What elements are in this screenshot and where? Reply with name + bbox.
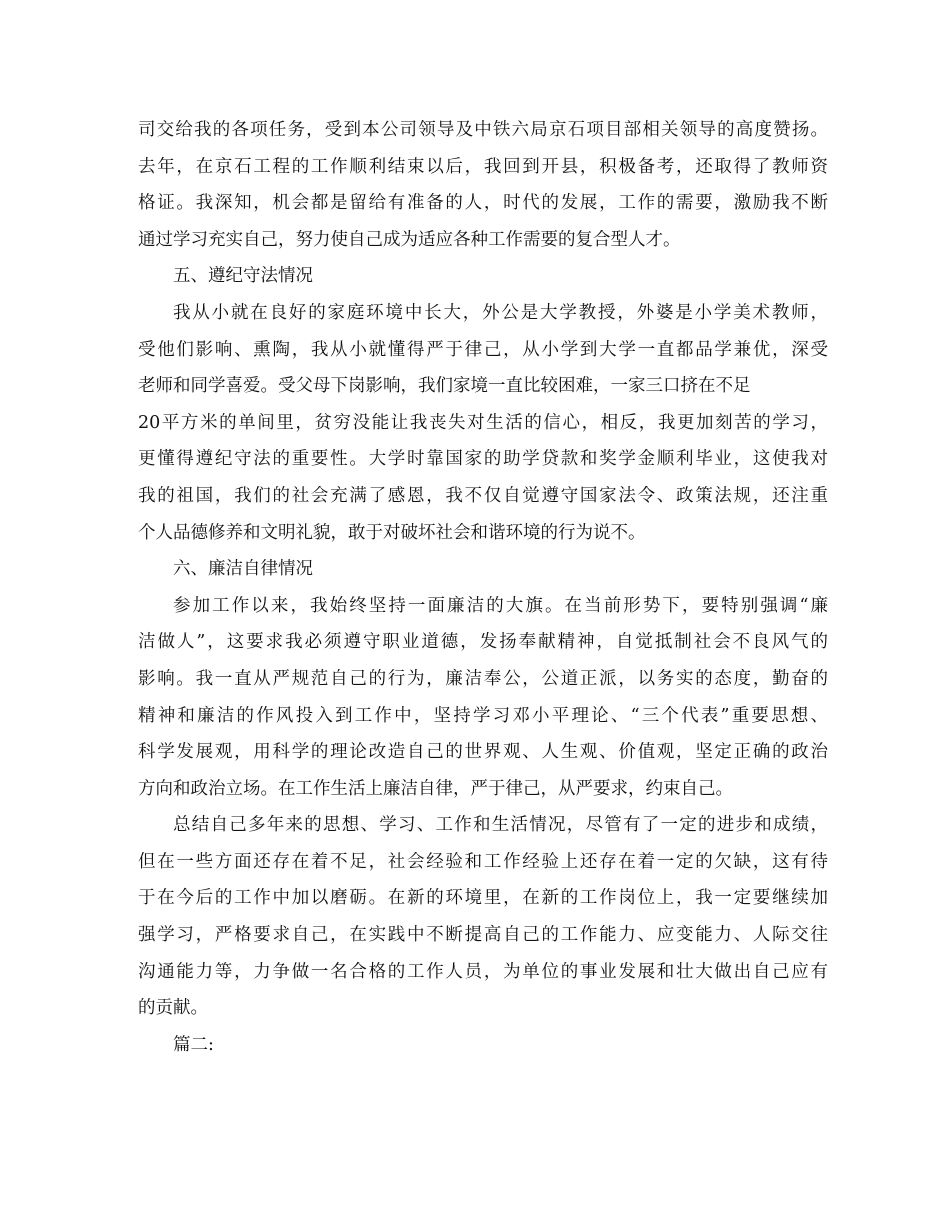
text-line: 我的祖国，我们的社会充满了感恩，我不仅自觉遵守国家法令、政策法规，还注重 (138, 485, 828, 506)
text-line: 但在一些方面还存在着不足，社会经验和工作经验上还存在着一定的欠缺，这有待 (138, 851, 828, 872)
text-line: 洁做人”，这要求我必须遵守职业道德，发扬奉献精神，自觉抵制社会不良风气的 (138, 632, 828, 653)
text-line: 参加工作以来，我始终坚持一面廉洁的大旗。在当前形势下，要特别强调“廉 (173, 595, 828, 616)
text-line: 受他们影响、熏陶，我从小就懂得严于律己，从小学到大学一直都品学兼优，深受 (138, 339, 828, 360)
document-body (138, 112, 828, 1063)
text-line: 篇二: (173, 1034, 214, 1055)
text-line: 精神和廉洁的作风投入到工作中，坚持学习邓小平理论、“三个代表”重要思想、 (138, 705, 828, 726)
text-line: 我从小就在良好的家庭环境中长大，外公是大学教授，外婆是小学美术教师， (173, 302, 828, 323)
text-line: 老师和同学喜爱。受父母下岗影响，我们家境一直比较困难，一家三口挤在不足 (138, 376, 751, 397)
text-line: 去年，在京石工程的工作顺利结束以后，我回到开县，积极备考，还取得了教师资 (138, 156, 828, 177)
text-line: 总结自己多年来的思想、学习、工作和生活情况，尽管有了一定的进步和成绩， (173, 815, 828, 836)
text-line: 的贡献。 (138, 998, 208, 1019)
text-line: 更懂得遵纪守法的重要性。大学时靠国家的助学贷款和奖学金顺利毕业，这使我对 (138, 449, 828, 470)
text-line: 影响。我一直从严规范自己的行为，廉洁奉公，公道正派，以务实的态度，勤奋的 (138, 668, 828, 689)
text-line: 科学发展观，用科学的理论改造自己的世界观、人生观、价值观，坚定正确的政治 (138, 742, 828, 763)
text-line: 司交给我的各项任务，受到本公司领导及中铁六局京石项目部相关领导的高度赞扬。 (138, 120, 828, 140)
text-line: 五、遵纪守法情况 (173, 266, 313, 287)
text-line: 通过学习充实自己，努力使自己成为适应各种工作需要的复合型人才。 (138, 229, 681, 250)
text-line: 方向和政治立场。在工作生活上廉洁自律，严于律己，从严要求，约束自己。 (138, 778, 733, 799)
text-line: 于在今后的工作中加以磨砺。在新的环境里，在新的工作岗位上，我一定要继续加 (138, 888, 828, 909)
text-line: 沟通能力等，力争做一名合格的工作人员，为单位的事业发展和壮大做出自己应有 (138, 961, 828, 982)
text-line: 20平方米的单间里，贫穷没能让我丧失对生活的信心，相反，我更加刻苦的学习， (138, 412, 828, 433)
text-line: 强学习，严格要求自己，在实践中不断提高自己的工作能力、应变能力、人际交往 (138, 925, 828, 946)
text-line: 格证。我深知，机会都是留给有准备的人，时代的发展，工作的需要，激励我不断 (138, 193, 828, 214)
text-line: 个人品德修养和文明礼貌，敢于对破坏社会和谐环境的行为说不。 (138, 522, 646, 543)
text-line: 六、廉洁自律情况 (173, 559, 313, 580)
